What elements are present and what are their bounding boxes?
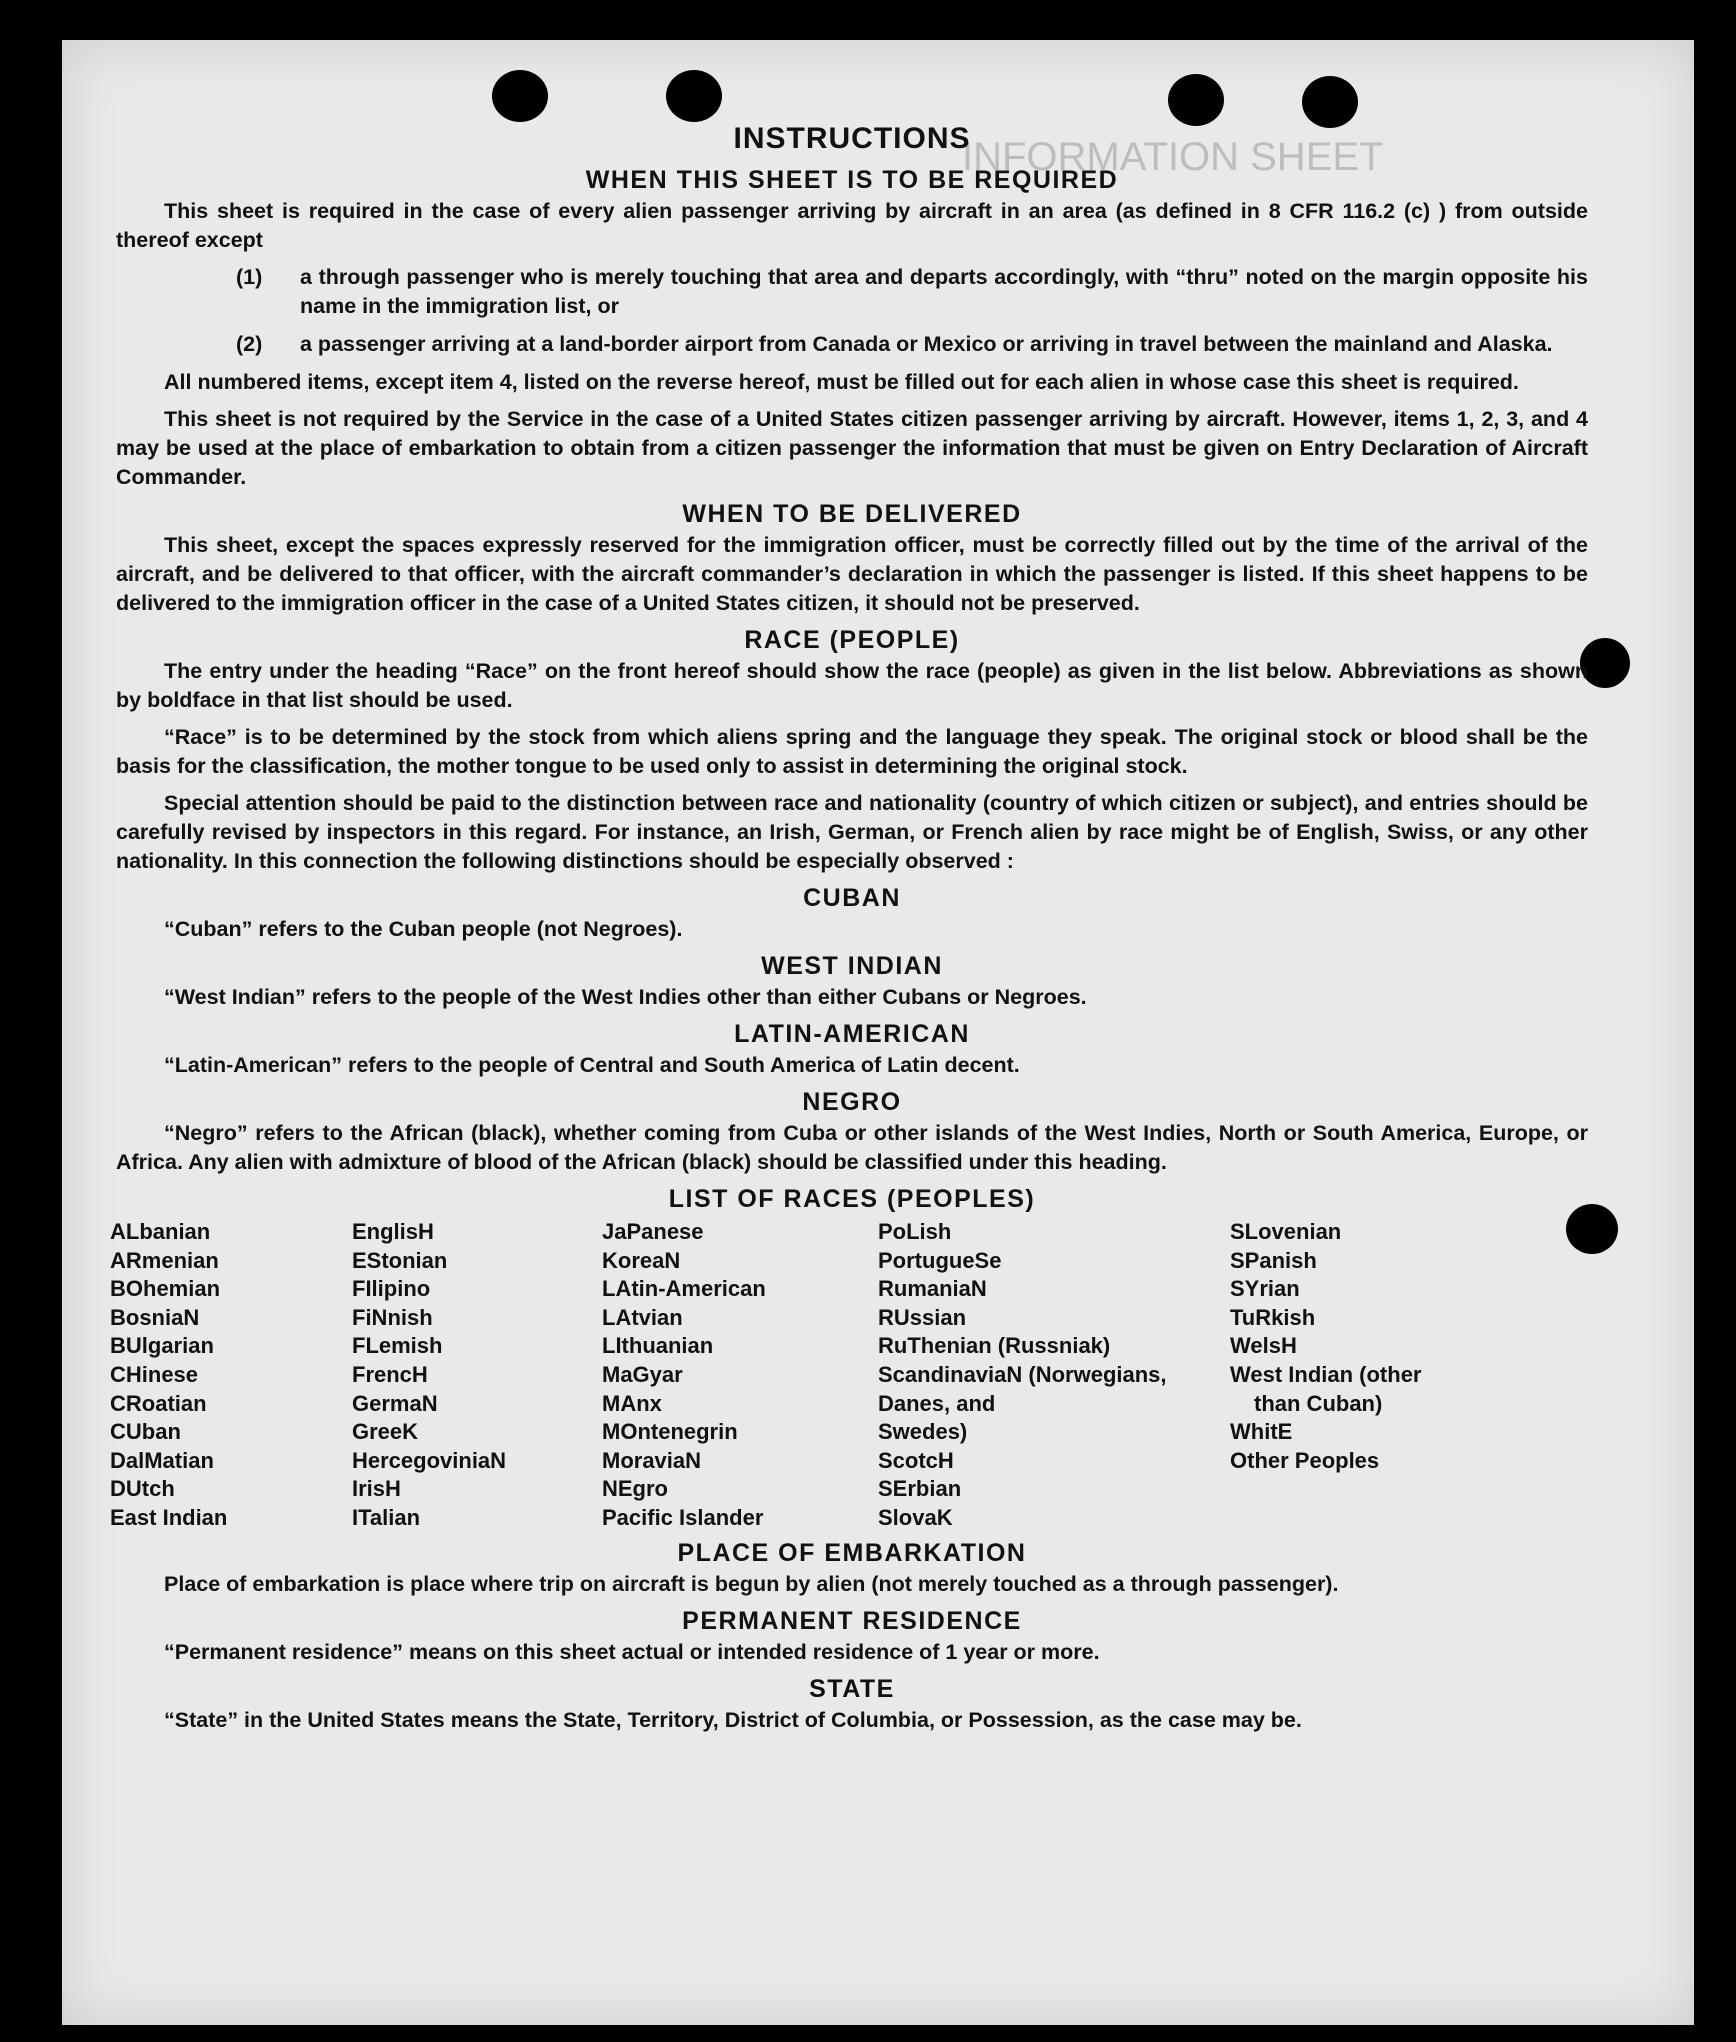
race-item: PortugueSe	[878, 1247, 1002, 1273]
race-item: BOhemian	[110, 1276, 221, 1302]
heading-state: STATE	[809, 1674, 895, 1703]
race-item: West Indian (other	[1230, 1361, 1422, 1387]
paragraph: This sheet, except the spaces expressly reserved for the immigration officer, must be correctly filled out by the time of the arrival of the aircraft, and be delivered to that officer, with the aircraft commander’s declaration in which the passenger is listed. If this sheet happens to be delivered to the immigration officer in the case of a United States citizen, it should not be preserved.	[116, 533, 1588, 615]
race-item: ALbanian	[110, 1219, 211, 1244]
paragraph: “Negro” refers to the African (black), whether coming from Cuba or other islands of the West Indies, North or South America, Europe, or Africa. Any alien with admixture of blood of the African (black) should be classified under this heading.	[116, 1121, 1588, 1174]
race-item: East Indian	[110, 1504, 228, 1530]
race-item: RumaniaN	[878, 1276, 987, 1302]
paragraph: “Cuban” refers to the Cuban people (not Negroes).	[164, 917, 683, 941]
race-item: PoLish	[878, 1219, 952, 1244]
document-title: INSTRUCTIONS	[733, 122, 971, 155]
race-item: CRoatian	[110, 1390, 207, 1416]
document-body	[110, 122, 1588, 1743]
race-item: MaGyar	[602, 1361, 683, 1387]
race-column	[110, 1218, 352, 1533]
exception-item	[236, 330, 1588, 359]
race-item: TuRkish	[1230, 1304, 1316, 1330]
race-item: WelsH	[1230, 1333, 1297, 1359]
punch-hole	[492, 70, 548, 122]
race-item: KoreaN	[602, 1247, 681, 1273]
heading-negro: NEGRO	[802, 1088, 902, 1116]
paragraph: The entry under the heading “Race” on the front hereof should show the race (people) as given in the list below. Abbreviations as shown by boldface in that list should be used.	[116, 659, 1588, 712]
race-column	[878, 1218, 1230, 1533]
race-item: SPanish	[1230, 1247, 1317, 1273]
race-item: Danes, and	[878, 1390, 996, 1416]
race-item: GreeK	[352, 1419, 419, 1445]
heading-permanent-residence: PERMANENT RESIDENCE	[682, 1606, 1022, 1635]
race-column	[602, 1218, 878, 1533]
heading-latin-american: LATIN-AMERICAN	[734, 1020, 970, 1048]
race-item: MoraviaN	[602, 1447, 702, 1473]
race-item: LAtin-American	[602, 1276, 766, 1302]
race-item: ITalian	[352, 1504, 421, 1530]
heading-west-indian: WEST INDIAN	[761, 952, 943, 980]
race-item: FLemish	[352, 1333, 443, 1359]
item-number: (2)	[236, 332, 263, 356]
race-item: ScotcH	[878, 1447, 954, 1473]
paragraph: Place of embarkation is place where trip on aircraft is begun by alien (not merely touched as a through passenger).	[164, 1571, 1339, 1596]
paragraph: “West Indian” refers to the people of the West Indies other than either Cubans or Negroes.	[164, 985, 1087, 1009]
race-item: FIlipino	[352, 1276, 431, 1302]
heading-cuban: CUBAN	[803, 884, 901, 912]
race-item: SLovenian	[1230, 1219, 1342, 1244]
heading-when-delivered: WHEN TO BE DELIVERED	[682, 500, 1022, 528]
race-column	[352, 1218, 602, 1533]
race-item: Pacific Islander	[602, 1504, 764, 1530]
race-item: RUssian	[878, 1304, 967, 1330]
paragraph: “State” in the United States means the State, Territory, District of Columbia, or Possession, as the case may be.	[164, 1707, 1302, 1732]
race-item: than Cuban)	[1254, 1390, 1383, 1416]
race-item: FrencH	[352, 1361, 428, 1387]
punch-hole	[1168, 74, 1224, 126]
paragraph: This sheet is required in the case of every alien passenger arriving by aircraft in an area (as defined in 8 CFR 116.2 (c) ) from outside thereof except	[116, 199, 1588, 252]
item-text: a through passenger who is merely touching that area and departs accordingly, with “thru” noted on the margin opposite his name in the immigration list, or	[300, 265, 1588, 318]
race-list	[110, 1218, 1588, 1533]
punch-hole	[666, 70, 722, 122]
bleed-through-text: INFORMATION SHEET	[962, 135, 1384, 179]
race-item: LAtvian	[602, 1304, 683, 1330]
paragraph: “Latin-American” refers to the people of Central and South America of Latin decent.	[164, 1053, 1020, 1077]
race-item: BUlgarian	[110, 1333, 214, 1359]
race-item: Swedes)	[878, 1419, 968, 1445]
item-number: (1)	[236, 265, 263, 289]
race-item: CUban	[110, 1419, 181, 1445]
race-item: Other Peoples	[1230, 1447, 1380, 1473]
race-item: HercegoviniaN	[352, 1447, 507, 1473]
item-text: a passenger arriving at a land-border airport from Canada or Mexico or arriving in travel between the mainland and Alaska.	[300, 332, 1553, 356]
exception-item	[236, 263, 1588, 321]
race-item: ARmenian	[110, 1247, 219, 1273]
paragraph: “Permanent residence” means on this sheet actual or intended residence of 1 year or more.	[164, 1639, 1100, 1664]
heading-race: RACE (PEOPLE)	[744, 626, 960, 654]
race-item: RuThenian (Russniak)	[878, 1333, 1111, 1359]
race-item: IrisH	[352, 1476, 401, 1502]
race-item: LIthuanian	[602, 1333, 714, 1359]
race-item: EnglisH	[352, 1219, 434, 1244]
paragraph: “Race” is to be determined by the stock from which aliens spring and the language they speak. The original stock or blood shall be the basis for the classification, the mother tongue to be used only to assist in determining the original stock.	[116, 725, 1588, 778]
paragraph: This sheet is not required by the Service in the case of a United States citizen passenger arriving by aircraft. However, items 1, 2, 3, and 4 may be used at the place of embarkation to obtain from a citizen passenger the information that must be given on Entry Declaration of Aircraft Commander.	[116, 407, 1588, 489]
race-item: FiNnish	[352, 1304, 433, 1330]
race-item: DUtch	[110, 1476, 175, 1502]
race-item: EStonian	[352, 1247, 448, 1273]
punch-hole	[1302, 76, 1358, 128]
race-item: CHinese	[110, 1361, 199, 1387]
paragraph: All numbered items, except item 4, listed on the reverse hereof, must be filled out for each alien in whose case this sheet is required.	[164, 370, 1519, 394]
race-item: GermaN	[352, 1390, 438, 1416]
race-item: DalMatian	[110, 1447, 214, 1473]
race-item: JaPanese	[602, 1219, 704, 1244]
race-item: MAnx	[602, 1390, 662, 1416]
race-item: SYrian	[1230, 1276, 1300, 1302]
race-item: MOntenegrin	[602, 1419, 738, 1445]
heading-place-of-embarkation: PLACE OF EMBARKATION	[677, 1538, 1027, 1567]
race-item: BosniaN	[110, 1304, 200, 1330]
heading-list-of-races: LIST OF RACES (PEOPLES)	[668, 1185, 1036, 1213]
race-item: WhitE	[1230, 1419, 1293, 1445]
race-item: NEgro	[602, 1476, 668, 1502]
paragraph: Special attention should be paid to the distinction between race and nationality (country of which citizen or subject), and entries should be carefully revised by inspectors in this regard. For instance, an Irish, German, or French alien by race might be of English, Swiss, or any other nationality. In this connection the following distinctions should be especially observed :	[116, 791, 1588, 873]
race-column	[1230, 1218, 1490, 1533]
race-item: ScandinaviaN (Norwegians,	[878, 1361, 1167, 1387]
race-item: SErbian	[878, 1476, 962, 1502]
race-item: SlovaK	[878, 1504, 953, 1530]
heading-when-required: WHEN THIS SHEET IS TO BE REQUIRED	[585, 166, 1119, 194]
